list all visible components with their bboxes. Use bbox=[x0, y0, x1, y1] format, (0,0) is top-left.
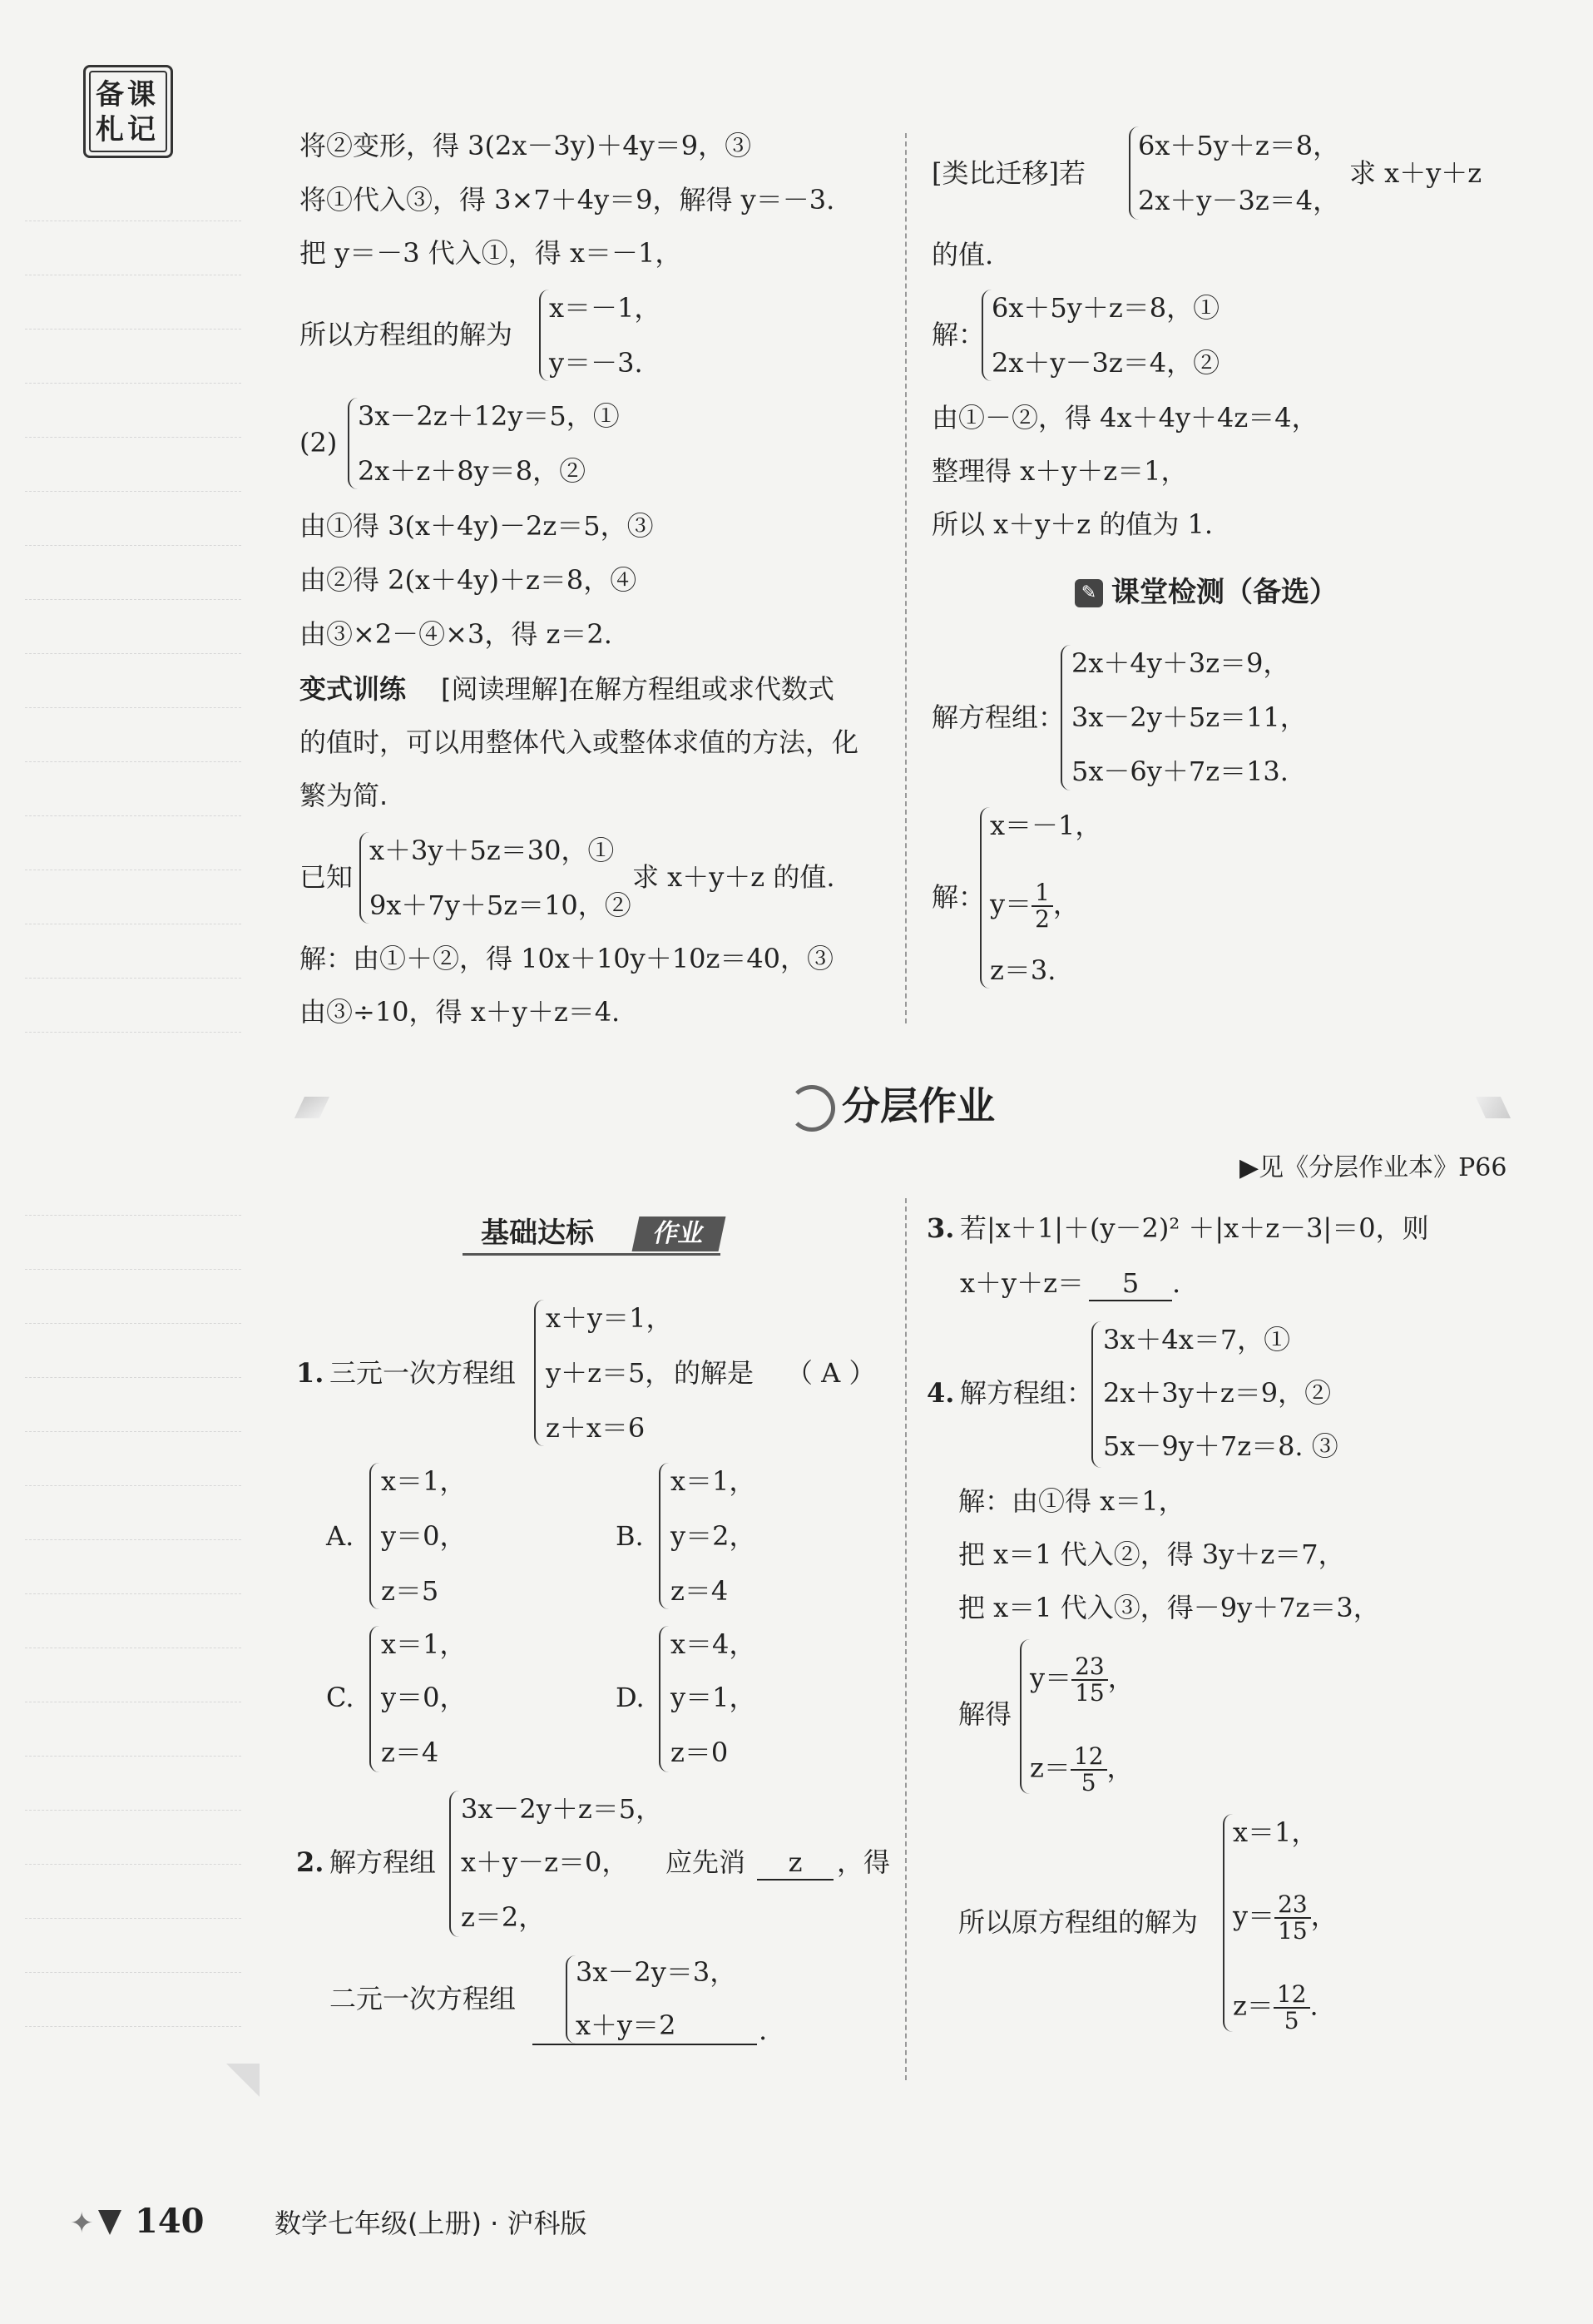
text-line: 解： bbox=[932, 319, 986, 350]
question-text: 解方程组 bbox=[329, 1846, 437, 1878]
equation: x＋y＝2 bbox=[576, 2009, 676, 2041]
equation: z＝4 bbox=[381, 1737, 439, 1768]
question-number: 1. bbox=[296, 1357, 324, 1389]
brace bbox=[1223, 1814, 1233, 2032]
equation: 3x－2y＝3， bbox=[576, 1956, 737, 1988]
fill-blank bbox=[757, 1846, 834, 1881]
text-line: 解： bbox=[932, 881, 986, 913]
option-label: D. bbox=[616, 1682, 645, 1713]
decor-right bbox=[1476, 1097, 1511, 1118]
text-line: 由①得 3(x＋4y)－2z＝5，③ bbox=[299, 510, 654, 542]
equation: y＝0， bbox=[381, 1520, 467, 1552]
question-text: ，得 bbox=[837, 1846, 891, 1878]
decor-left bbox=[294, 1097, 329, 1118]
text-line: 求 x＋y＋z bbox=[1349, 157, 1482, 189]
equation: 2x＋y－3z＝4， bbox=[1138, 185, 1340, 216]
part-label: (2) bbox=[299, 427, 338, 458]
text-line: [阅读理解]在解方程组或求代数式 bbox=[441, 673, 834, 705]
page-number: 140 bbox=[135, 2202, 205, 2241]
star-icon: ✦ bbox=[70, 2207, 94, 2240]
blank-answer: 5 bbox=[1089, 1266, 1172, 1301]
text-line: 的值. bbox=[932, 239, 994, 270]
section-check-title: 课堂检测（备选） bbox=[1111, 576, 1338, 609]
text-line: 所以方程组的解为 bbox=[299, 319, 513, 350]
question-text: 的解是 bbox=[674, 1357, 754, 1389]
question-text: 二元一次方程组 bbox=[329, 1983, 517, 2014]
fraction: $\frac{12}{5}$ bbox=[1274, 1982, 1310, 2034]
text-line: 由③÷10，得 x＋y＋z＝4. bbox=[299, 996, 621, 1028]
question-number: 2. bbox=[296, 1846, 324, 1878]
text-line: 所以原方程组的解为 bbox=[958, 1906, 1199, 1938]
option-label: A. bbox=[326, 1520, 354, 1552]
equation: y＝2， bbox=[670, 1520, 756, 1552]
variant-training-title: 变式训练 bbox=[299, 673, 407, 705]
text-line: 将①代入③，得 3×7＋4y＝9，解得 y＝－3. bbox=[299, 184, 835, 216]
equation: 2x＋z＋8y＝8，② bbox=[358, 455, 586, 487]
brace bbox=[982, 290, 992, 381]
equation: 3x－2y＋z＝5， bbox=[461, 1793, 663, 1825]
text-line: 把 y＝－3 代入①，得 x＝－1， bbox=[299, 237, 682, 269]
equation: x＝1， bbox=[381, 1628, 467, 1660]
equation: x＋3y＋5z＝30，① bbox=[369, 835, 615, 866]
equation: x＝1， bbox=[1233, 1816, 1318, 1848]
column-separator-bottom bbox=[905, 1198, 907, 2080]
equation: z＝0 bbox=[670, 1737, 729, 1768]
equation: x＋y＝1， bbox=[546, 1302, 673, 1334]
brace bbox=[980, 807, 990, 989]
equation: z＝ $\frac{12}{5}$ . bbox=[1233, 1980, 1318, 2034]
text-line: 求 x＋y＋z 的值. bbox=[632, 861, 835, 893]
equation: z＝5 bbox=[381, 1575, 439, 1607]
equation: 9x＋7y＋5z＝10，② bbox=[369, 889, 631, 921]
text-line: 整理得 x＋y＋z＝1， bbox=[932, 455, 1188, 487]
text-line: 把 x＝1 代入③，得－9y＋7z＝3， bbox=[958, 1592, 1380, 1623]
punctuation: . bbox=[759, 2014, 768, 2046]
homework-tag: 作业 bbox=[632, 1217, 726, 1251]
pencil-icon: ✎ bbox=[1075, 579, 1103, 607]
equation: y＝－3. bbox=[549, 347, 643, 379]
brace bbox=[539, 290, 549, 381]
text-line: 所以 x＋y＋z 的值为 1. bbox=[932, 508, 1214, 540]
brace bbox=[566, 1955, 576, 2044]
side-tag-text: 备课札记 bbox=[96, 78, 159, 146]
text-line: 解得 bbox=[958, 1698, 1012, 1730]
brace bbox=[659, 1626, 669, 1772]
text-line: 已知 bbox=[299, 861, 354, 893]
equation: 6x＋5y＋z＝8， bbox=[1138, 130, 1340, 161]
section-title: 分层作业 bbox=[842, 1083, 995, 1128]
equation: x＝－1， bbox=[990, 810, 1102, 841]
book-title: 数学七年级(上册) · 沪科版 bbox=[275, 2208, 587, 2239]
brace bbox=[449, 1791, 459, 1937]
punctuation: . bbox=[1172, 1267, 1181, 1299]
corner-decor bbox=[226, 2064, 260, 2097]
text-line: 将②变形，得 3(2x－3y)＋4y＝9，③ bbox=[299, 130, 752, 161]
equation: z＝4 bbox=[670, 1575, 729, 1607]
flag-icon bbox=[98, 2210, 121, 2235]
brace bbox=[534, 1300, 544, 1446]
q3-lhs: x＋y＋z＝ bbox=[960, 1267, 1084, 1299]
equation: 3x－2y＋5z＝11， bbox=[1071, 701, 1307, 733]
brace bbox=[1091, 1321, 1101, 1468]
equation: x＝－1， bbox=[549, 292, 661, 324]
brace bbox=[369, 1463, 379, 1609]
question-text bbox=[960, 1266, 1180, 1301]
equation: y＝ $\frac{23}{15}$ ， bbox=[1030, 1653, 1135, 1707]
brace bbox=[1061, 645, 1071, 790]
text-line: 把 x＝1 代入②，得 3y＋z＝7， bbox=[958, 1539, 1345, 1570]
equation: z＝3. bbox=[990, 954, 1056, 986]
equation: 6x＋5y＋z＝8，① bbox=[992, 292, 1220, 324]
equation: 2x＋y－3z＝4，② bbox=[992, 347, 1220, 379]
equation: y＋z＝5， bbox=[546, 1357, 672, 1389]
text-line: 的值时，可以用整体代入或整体求值的方法，化 bbox=[299, 726, 859, 758]
equation: x＝1， bbox=[670, 1465, 756, 1497]
equation: 5x－9y＋7z＝8. ③ bbox=[1103, 1430, 1338, 1462]
fraction: $\frac{23}{15}$ bbox=[1071, 1654, 1108, 1706]
fraction: $\frac{23}{15}$ bbox=[1274, 1892, 1311, 1944]
text-line: 由③×2－④×3，得 z＝2. bbox=[299, 618, 612, 650]
question-text: 应先消 bbox=[665, 1846, 746, 1878]
option-label: B. bbox=[616, 1520, 644, 1552]
text-line: 解：由①＋②，得 10x＋10y＋10z＝40，③ bbox=[299, 943, 834, 974]
equation: x＝4， bbox=[670, 1628, 756, 1660]
fraction: $\frac{1}{2}$ bbox=[1031, 880, 1053, 932]
brace bbox=[659, 1463, 669, 1609]
option-label: C. bbox=[326, 1682, 354, 1713]
column-separator-top bbox=[905, 133, 907, 1023]
side-tag bbox=[83, 65, 173, 158]
arc-icon bbox=[789, 1085, 835, 1132]
y-eq: y＝ bbox=[990, 888, 1032, 920]
equation: z＋x＝6 bbox=[546, 1412, 646, 1444]
equation: 3x＋4x＝7，① bbox=[1103, 1324, 1291, 1355]
equation: 2x＋3y＋z＝9，② bbox=[1103, 1377, 1332, 1409]
equation: z＝2， bbox=[461, 1901, 546, 1933]
equation: y＝0， bbox=[381, 1682, 467, 1713]
equation: x＝1， bbox=[381, 1465, 467, 1497]
equation: y＝ $\frac{1}{2}$ ， bbox=[990, 879, 1080, 933]
question-text: 三元一次方程组 bbox=[329, 1357, 517, 1389]
text-line: 解方程组： bbox=[932, 701, 1066, 733]
blank-answer: z bbox=[757, 1846, 834, 1881]
fraction: $\frac{12}{5}$ bbox=[1071, 1744, 1107, 1796]
brace bbox=[1020, 1639, 1030, 1794]
text-line: 由①－②，得 4x＋4y＋4z＝4， bbox=[932, 402, 1318, 434]
text-line: 解：由①得 x＝1， bbox=[958, 1485, 1185, 1517]
text-line: 由②得 2(x＋4y)＋z＝8，④ bbox=[299, 564, 637, 596]
question-text: 解方程组： bbox=[960, 1377, 1094, 1409]
question-number: 4. bbox=[927, 1377, 955, 1409]
question-number: 3. bbox=[927, 1212, 955, 1244]
basic-label: 基础达标 bbox=[481, 1217, 594, 1250]
answer-choice: （ A ） bbox=[786, 1357, 876, 1389]
equation: y＝1， bbox=[670, 1682, 756, 1713]
text-line: [类比迁移]若 bbox=[932, 157, 1086, 189]
question-text: 若|x＋1|＋(y－2)² ＋|x＋z－3|＝0，则 bbox=[960, 1212, 1429, 1244]
brace bbox=[348, 398, 358, 489]
brace bbox=[369, 1626, 379, 1772]
equation: 3x－2z＋12y＝5，① bbox=[358, 400, 620, 432]
equation: x＋y－z＝0， bbox=[461, 1846, 629, 1878]
equation: y＝ $\frac{23}{15}$ ， bbox=[1233, 1890, 1338, 1945]
section-reference: ▶见《分层作业本》P66 bbox=[1239, 1153, 1507, 1182]
text-line: 繁为简. bbox=[299, 780, 388, 811]
equation: 5x－6y＋7z＝13. bbox=[1071, 756, 1289, 787]
brace bbox=[359, 832, 369, 924]
equation: z＝ $\frac{12}{5}$ ， bbox=[1030, 1742, 1134, 1796]
equation: 2x＋4y＋3z＝9， bbox=[1071, 647, 1290, 679]
answer-underline bbox=[532, 2044, 757, 2045]
